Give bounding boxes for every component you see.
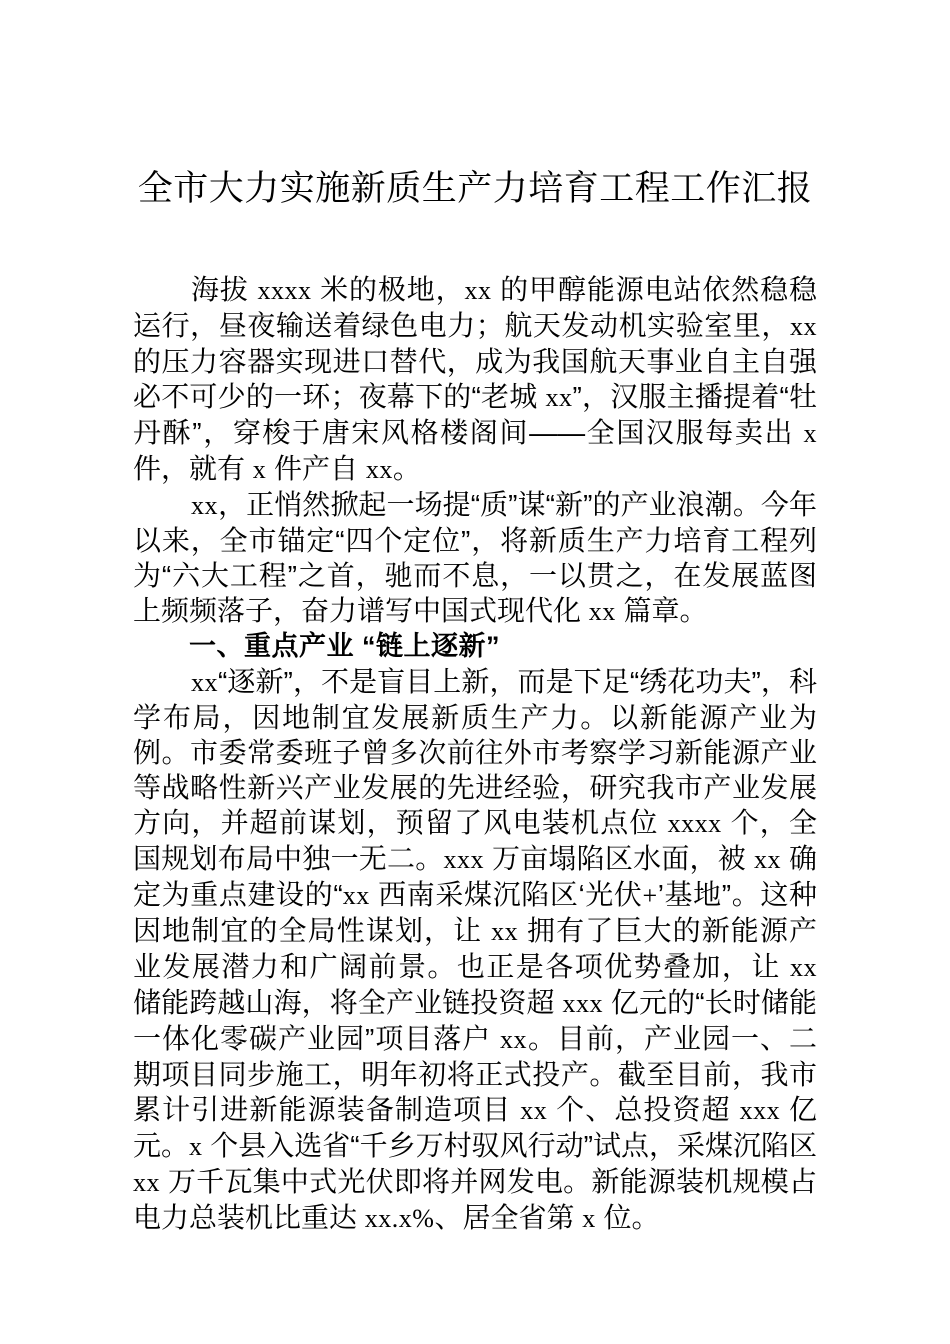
page-title: 全市大力实施新质生产力培育工程工作汇报 <box>137 169 813 208</box>
paragraph-1: 海拔 xxxx 米的极地，xx 的甲醇能源电站依然稳稳运行，昼夜输送着绿色电力；航天发动机实验室里，xx 的压力容器实现进口替代，成为我国航天事业自主自强必不可少的一环；夜幕下的“老城 xx”，汉服主播提着“牡丹酥”，穿梭于唐宋风格楼阁间——全国汉服每卖出 x 件，就有 x 件产自 xx。 <box>133 274 818 484</box>
document-body <box>133 0 817 1236</box>
paragraph-2: xx，正悄然掀起一场提“质”谋“新”的产业浪潮。今年以来，全市锚定“四个定位”，将新质生产力培育工程列为“六大工程”之首，驰而不息，一以贯之，在发展蓝图上频频落子，奋力谱写中国式现代化 xx 篇章。 <box>133 489 817 626</box>
section-heading-1: 一、重点产业 “链上逐新” <box>189 631 501 661</box>
paragraph-3: xx“逐新”，不是盲目上新，而是下足“绣花功夫”，科学布局，因地制宜发展新质生产力。以新能源产业为例。市委常委班子曾多次前往外市考察学习新能源产业等战略性新兴产业发展的先进经验，研究我市产业发展方向，并超前谋划，预留了风电装机点位 xxxx 个，全国规划布局中独一无二。xxx 万亩塌陷区水面，被 xx 确定为重点建设的“xx 西南采煤沉陷区‘光伏+’基地”。这种因地制宜的全局性谋划，让 xx 拥有了巨大的新能源产业发展潜力和广阔前景。也正是各项优势叠加，让 xx 储能跨越山海，将全产业链投资超 xxx 亿元的“长时储能一体化零碳产业园”项目落户 xx。目前，产业园一、二期项目同步施工，明年初将正式投产。截至目前，我市累计引进新能源装备制造项目 xx 个、总投资超 xxx 亿元。x 个县入选省“千乡万村驭风行动”试点，采煤沉陷区 xx 万千瓦集中式光伏即将并网发电。新能源装机规模占电力总装机比重达 xx.x%、居全省第 x 位。 <box>133 666 818 1233</box>
